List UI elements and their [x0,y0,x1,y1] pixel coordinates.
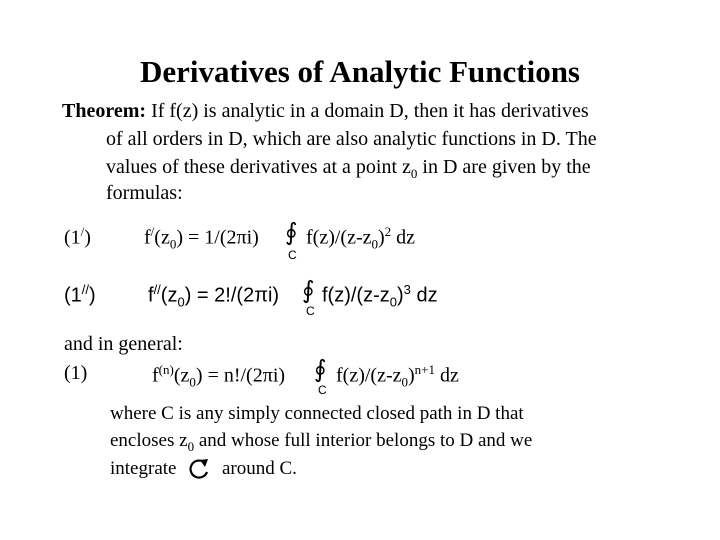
eq3-equals: = n!/(2πi) [202,364,286,387]
eq1-contour-integral: ∮ [285,220,298,246]
eq1-f: f [144,226,151,249]
eq2-contour-integral: ∮ [302,278,315,304]
eq1-contour-label: C [288,248,297,262]
theorem-text-line2: of all orders in D, which are also analytic functions in D. The [106,128,597,150]
where-line3-post: around C. [221,458,297,479]
where-line2 [110,430,532,455]
eq1-integrand-close: ) [378,226,385,249]
subscript-zero: 0 [410,166,418,181]
eq2-arg: (z [160,284,178,307]
eq1-arg-close: ) [176,226,184,249]
eq2-f: f [148,284,154,307]
eq1-f-sup: / [150,224,155,239]
eq2-power: 3 [403,282,411,297]
eq2-label-post: ) [89,284,96,307]
eq1-equals: = 1/(2πi) [183,226,259,249]
eq3-label: (1) [64,362,88,384]
eq1-label-pre: (1 [64,226,81,249]
eq3-arg-sub: 0 [189,374,196,390]
eq3-power: n+1 [414,362,436,377]
eq1-arg-sub: 0 [169,236,177,252]
slide-title: Derivatives of Analytic Functions [140,54,580,89]
eq2-equals: = 2!/(2πi) [191,284,280,307]
eq2-f-sup: // [153,282,161,297]
eq2-integrand-sub: 0 [389,294,397,310]
where-line3 [110,456,297,482]
eq1-arg: (z [154,226,170,249]
eq3-integrand [336,362,459,391]
eq1-integrand-text: f(z)/(z-z [306,226,372,249]
eq1-dz: dz [391,226,416,249]
where-line2-post: and whose full interior belongs to D and we [194,430,533,451]
theorem-line3-post: in D are given by the [417,156,591,178]
theorem-line3-pre: values of these derivatives at a point z [106,156,411,178]
where-line2-sub: 0 [187,438,195,454]
eq2-integrand [322,282,438,310]
where-line1: where C is any simply connected closed path in D that [110,403,524,424]
theorem-text-line1: If f(z) is analytic in a domain D, then it has derivatives [151,100,589,122]
eq3-integrand-sub: 0 [401,374,408,390]
eq2-integrand-close: ) [397,284,404,307]
eq3-integrand-text: f(z)/(z-z [336,364,402,387]
eq2-contour-label: C [306,304,315,318]
general-label: and in general: [64,333,183,355]
eq1-integrand-sub: 0 [371,236,378,252]
eq3-dz: dz [435,364,459,387]
eq1-power: 2 [384,224,392,239]
counterclockwise-arrow-icon [185,456,213,482]
eq2-label-sup: // [81,282,90,297]
eq3-lhs [152,362,285,391]
eq3-arg-close: ) [195,364,203,387]
eq2-arg-close: ) [184,284,192,307]
eq2-lhs [148,282,279,310]
eq3-arg: (z [173,364,190,387]
where-line3-pre: integrate [110,458,177,479]
where-line2-pre: encloses z [110,430,188,451]
eq2-dz: dz [410,284,438,307]
eq3-integrand-close: ) [408,364,415,387]
theorem-label: Theorem: [62,100,147,122]
eq1-label-post: ) [84,226,91,249]
eq2-label-pre: (1 [64,284,82,307]
theorem-first-line [62,100,589,123]
theorem-text-line4: formulas: [106,182,183,204]
theorem-text-line3 [106,156,591,182]
eq3-f-sup: (n) [158,362,174,377]
eq1-label [64,224,91,250]
eq1-integrand [306,224,415,253]
eq2-arg-sub: 0 [177,294,185,310]
eq2-label [64,282,96,308]
eq3-f: f [152,364,159,387]
eq3-contour-integral: ∮ [314,357,327,383]
eq2-integrand-text: f(z)/(z-z [322,284,390,307]
eq3-contour-label: C [318,383,327,397]
eq1-label-sup: / [80,224,85,239]
eq1-lhs [144,224,259,253]
